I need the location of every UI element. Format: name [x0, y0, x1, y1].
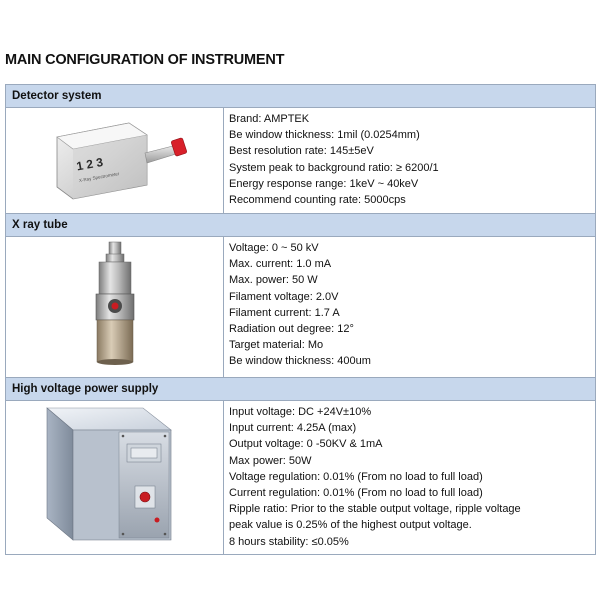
xray-tube-specs: [224, 237, 596, 378]
spec-line: Filament current: 1.7 A: [229, 306, 340, 319]
section-content-row: [6, 108, 596, 214]
section-content-row: [6, 401, 596, 555]
detector-label-digits: 1 2 3: [75, 155, 105, 174]
section-header-power-supply: High voltage power supply: [6, 378, 596, 401]
page-title: MAIN CONFIGURATION OF INSTRUMENT: [5, 52, 285, 68]
spec-line: Current regulation: 0.01% (From no load to full load): [229, 487, 483, 500]
spec-line: 8 hours stability: ≤0.05%: [229, 535, 349, 548]
spec-line: Output voltage: 0 -50KV & 1mA: [229, 438, 383, 451]
spec-line: Input voltage: DC +24V±10%: [229, 406, 372, 418]
detector-label-caption: X-Ray Spectrometer: [78, 171, 120, 184]
spec-line: Input current: 4.25A (max): [229, 422, 357, 435]
section-header-row: [6, 214, 596, 237]
detector-image: [7, 109, 222, 207]
power-supply-specs: [224, 401, 596, 555]
power-supply-image-cell: [6, 401, 224, 555]
section-header-row: [6, 85, 596, 108]
detector-specs: [224, 108, 596, 214]
spec-line: peak value is 0.25% of the highest output voltage.: [229, 519, 472, 532]
spec-line: Max. current: 1.0 mA: [229, 258, 332, 271]
spec-line: Target material: Mo: [229, 339, 324, 352]
configuration-table: [5, 84, 596, 555]
spec-line: Voltage regulation: 0.01% (From no load to full load): [229, 470, 483, 483]
section-header-xray-tube: X ray tube: [6, 214, 596, 237]
spec-line: System peak to background ratio: ≥ 6200/1: [229, 161, 439, 174]
section-content-row: [6, 237, 596, 378]
xray-tube-image: [7, 238, 222, 371]
spec-line: Brand: AMPTEK: [229, 113, 310, 125]
spec-line: Max. power: 50 W: [229, 274, 318, 287]
spec-line: Best resolution rate: 145±5eV: [229, 145, 374, 158]
spec-line: Ripple ratio: Prior to the stable output voltage, ripple voltage: [229, 503, 521, 516]
power-supply-image: [7, 402, 222, 548]
spec-line: Be window thickness: 1mil (0.0254mm): [229, 129, 420, 142]
xray-tube-image-cell: [6, 237, 224, 378]
spec-line: Filament voltage: 2.0V: [229, 290, 339, 303]
section-header-detector: Detector system: [6, 85, 596, 108]
spec-line: Energy response range: 1keV ~ 40keV: [229, 177, 419, 190]
spec-line: Voltage: 0 ~ 50 kV: [229, 242, 319, 254]
spec-line: Radiation out degree: 12°: [229, 323, 354, 336]
spec-line: Max power: 50W: [229, 454, 312, 467]
detector-image-cell: [6, 108, 224, 214]
spec-line: Be window thickness: 400um: [229, 355, 371, 368]
section-header-row: [6, 378, 596, 401]
spec-line: Recommend counting rate: 5000cps: [229, 194, 406, 207]
